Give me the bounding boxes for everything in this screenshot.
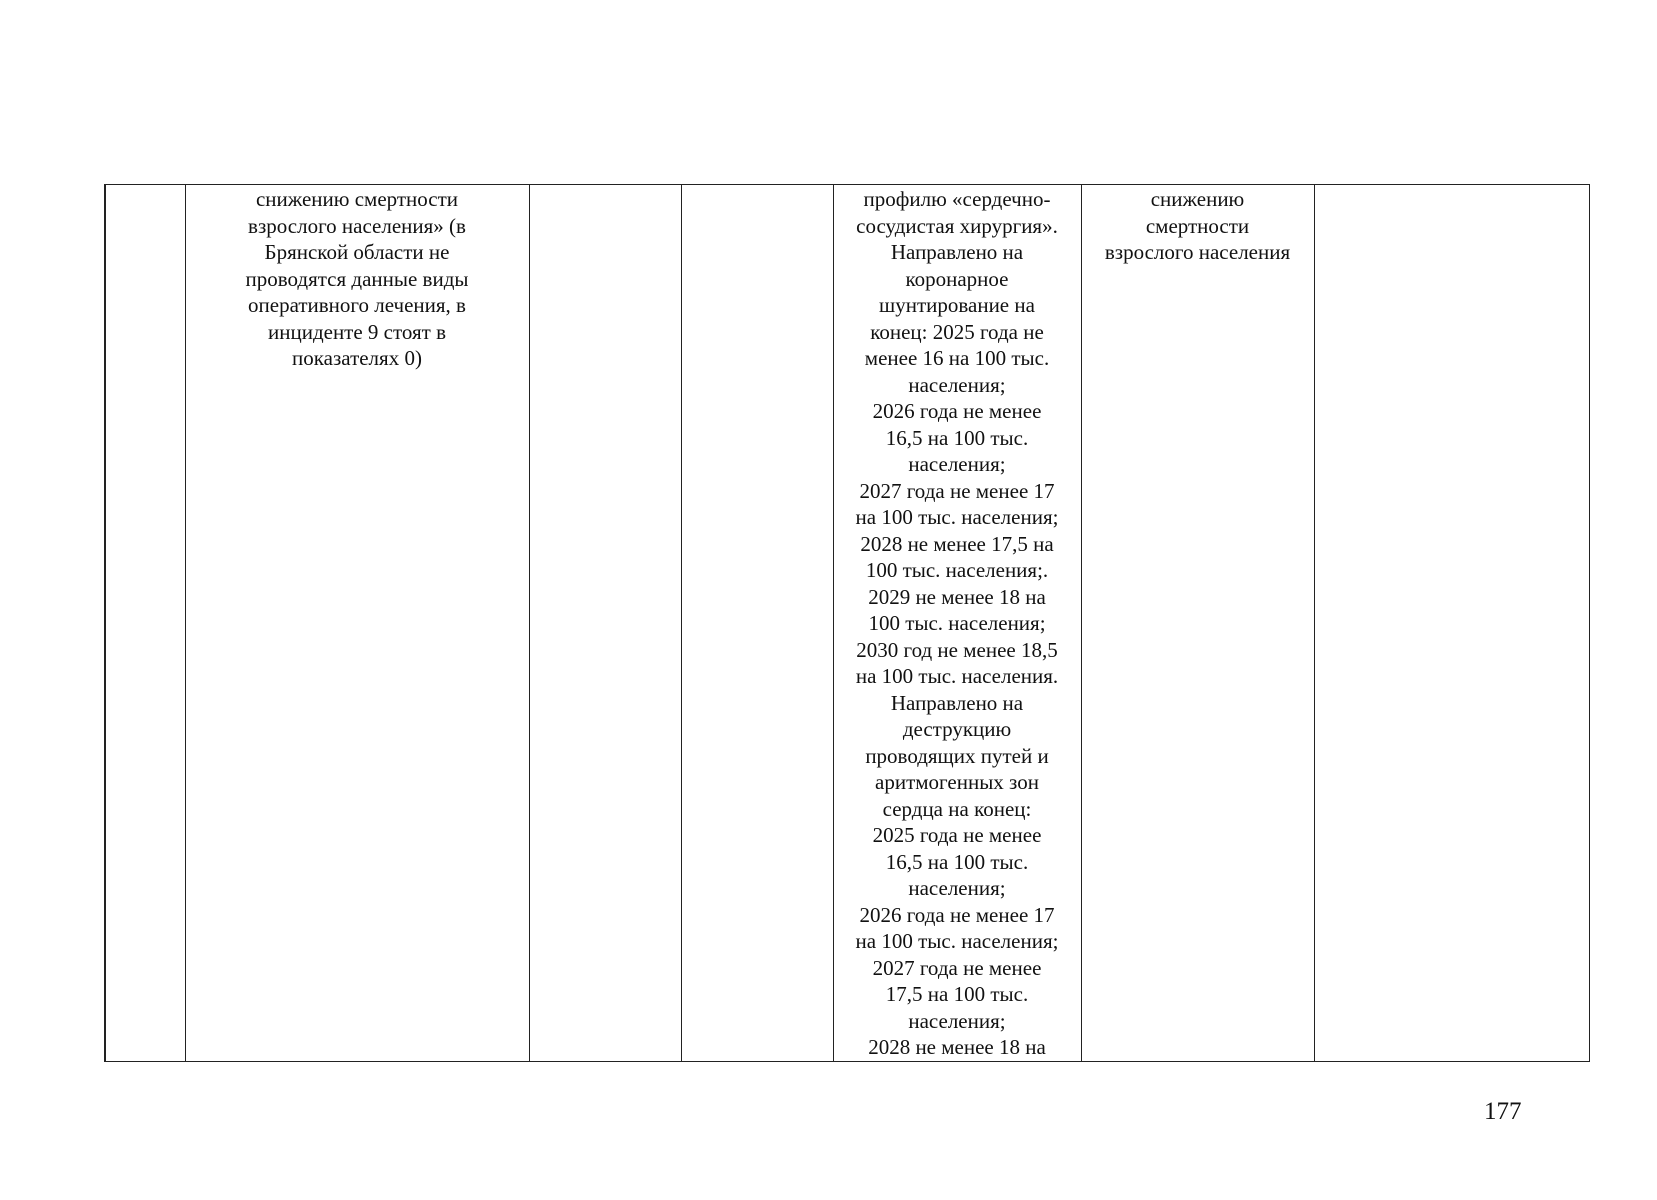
cell-column-4 (681, 185, 833, 1062)
cell-number (105, 185, 185, 1062)
cell-result-text: снижению смертности взрослого населения (1104, 187, 1291, 264)
page-number: 177 (1484, 1098, 1522, 1125)
cell-column-4-text (686, 185, 829, 186)
cell-number-text (110, 185, 181, 186)
cell-column-3 (529, 185, 681, 1062)
cell-column-7-text (1319, 185, 1585, 186)
cell-targets (833, 185, 1081, 1062)
cell-description-text: снижению смертности взрослого населения» (в Брянской области не проводятся данные виды оперативного лечения, в инциденте 9 стоят в показателях 0) (245, 187, 469, 370)
cell-targets-text: профилю «сердечно- сосудистая хирургия». Направлено на коронарное шунтирование на конец: 2025 года не менее 16 на 100 тыс. населения; 2026 года не менее 16,5 на 100 тыс. населения; 2027 года не менее 17 на 100 тыс. населения; 2028 не менее 17,5 на 100 тыс. населения;. 2029 не менее 18 на 100 тыс. населения; 2030 год не менее 18,5 на 100 тыс. населения. Направлено на деструкцию проводящих путей и аритмогенных зон сердца на конец: 2025 года не менее 16,5 на 100 тыс. населения; 2026 года не менее 17 на 100 тыс. населения; 2027 года не менее 17,5 на 100 тыс. населения; 2028 не менее 18 на (855, 187, 1059, 1059)
cell-description (185, 185, 529, 1062)
cell-column-3-text (534, 185, 677, 186)
document-table (104, 184, 1590, 1062)
table-row (105, 185, 1589, 1062)
cell-column-7 (1314, 185, 1589, 1062)
cell-result (1081, 185, 1314, 1062)
